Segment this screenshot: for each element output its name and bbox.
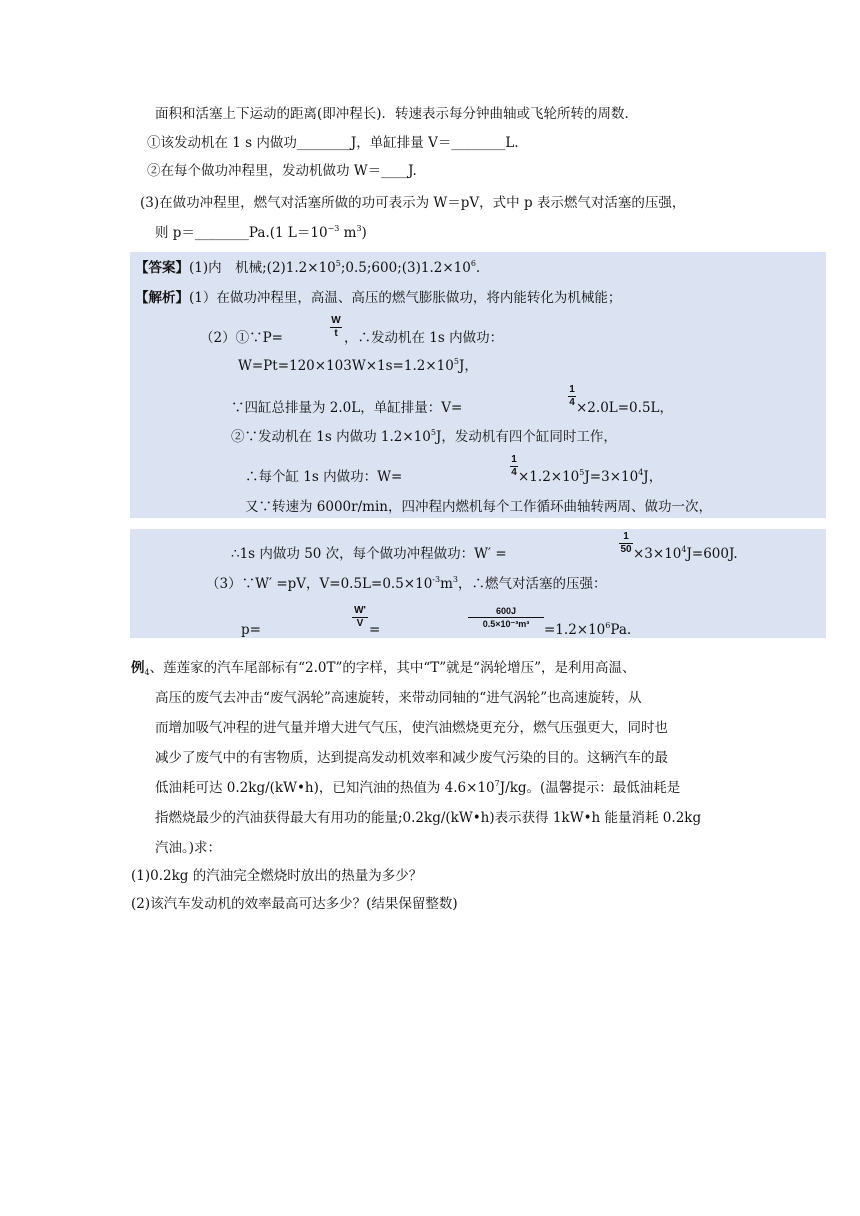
analysis-line-6a: ∴每个缸 1s 内做功：W=	[245, 469, 403, 485]
analysis-line-8b: $\times 3\times 10^4J=600J$.	[633, 545, 738, 562]
analysis-line-5: ②∵发动机在 1s 内做功 $1.2\times 10^5J$，发动机有四个缸同时工作，	[231, 428, 617, 445]
answer-tag: 【答案】	[135, 260, 189, 276]
fraction-1-over-4-b: 1 4	[511, 454, 517, 478]
analysis-line-10a: p=	[241, 622, 261, 638]
analysis-line-9: （3）∵W′ =pV，$V=0.5L=0.5\times 10^{-3}m^3$，∴燃气对活塞的压强：	[206, 575, 607, 592]
example-4-line-3: 而增加吸气冲程的进气量并增大进气气压，使汽油燃烧更充分，燃气压强更大，同时也	[155, 720, 668, 736]
question-3b: 则 p＝________Pa.(1 $L=10^{-3}$ $m^3$)	[155, 224, 367, 241]
analysis-line-6b: $\times 1.2\times 10^5J=3\times 10^4J$，	[518, 468, 663, 485]
question-3: (3)在做功冲程里，燃气对活塞所做的功可表示为 W＝pV，式中 p 表示燃气对活塞的压强，	[140, 195, 686, 211]
example-4-question-2: (2)该汽车发动机的效率最高可达多少？(结果保留整数)	[131, 896, 458, 912]
fraction-wprime-over-v: W' V	[352, 606, 368, 629]
example-4-line-4: 减少了废气中的有害物质，达到提高发动机效率和减少废气污染的目的。这辆汽车的最	[155, 750, 668, 766]
fraction-1-over-4: 1 4	[569, 384, 575, 408]
question-1b: ②在每个做功冲程里，发动机做功 W＝____J.	[147, 163, 417, 179]
example-4-line-1: 例$_4$、莲莲家的汽车尾部标有“2.0T”的字样，其中“T”就是“涡轮增压”，是利用高温、	[131, 660, 636, 677]
analysis-line-2a: （2）①∵P=	[200, 330, 283, 346]
fraction-600-over-volume: 600J 0.5×10⁻³m³	[468, 606, 544, 629]
analysis-line-2b: ，∴发动机在 1s 内做功：	[344, 330, 504, 346]
analysis-line-8a: ∴1s 内做功 50 次，每个做功冲程做功：W′ =	[231, 546, 507, 562]
example-label: 例	[131, 660, 145, 676]
fraction-w-over-t: W t	[331, 315, 341, 339]
analysis-line-7: 又∵转速为 6000r/min，四冲程内燃机每个工作循环曲轴转两周、做功一次，	[245, 499, 712, 515]
example-4-line-7: 汽油。)求：	[155, 840, 222, 856]
example-4-question-1: (1)0.2kg 的汽油完全燃烧时放出的热量为多少？	[131, 868, 423, 884]
question-1a: ①该发动机在 1 s 内做功________J，单缸排量 V＝________L.	[147, 135, 519, 151]
analysis-line-10b: $=1.2\times 10^6Pa$.	[544, 621, 632, 638]
analysis-line-4a: ∵四缸总排量为 2.0L，单缸排量：V=	[231, 400, 463, 416]
analysis-line-3: $W=Pt=120\times 103W\times 1s=1.2\times 10^5J$，	[238, 357, 478, 374]
analysis-line-4b: ×2.0L=0.5L，	[576, 400, 673, 416]
fraction-1-over-50: 1 50	[620, 531, 632, 555]
example-4-line-6: 指燃烧最少的汽油获得最大有用功的能量;0.2kg/(kW•h)表示获得 1kW•h 能量消耗 0.2kg	[155, 810, 702, 826]
answer-line: 【答案】(1)内 机械$;(2)1.2\times 10^5;0.5;600;(3)1.2\times 10^6$.	[135, 259, 481, 276]
analysis-line-10eq: =	[369, 622, 381, 638]
analysis-tag: 【解析】	[135, 290, 189, 306]
example-4-line-5: 低油耗可达 0.2kg/(kW•h)，已知汽油的热值为 $4.6\times 10^7J/kg$。(温馨提示：最低油耗是	[155, 779, 681, 796]
text-line: 面积和活塞上下运动的距离(即冲程长)．转速表示每分钟曲轴或飞轮所转的周数．	[155, 106, 639, 122]
analysis-line-1: 【解析】(1）在做功冲程里，高温、高压的燃气膨胀做功，将内能转化为机械能；	[135, 290, 622, 306]
example-4-line-2: 高压的废气去冲击“废气涡轮”高速旋转，来带动同轴的“进气涡轮”也高速旋转，从	[155, 690, 642, 706]
